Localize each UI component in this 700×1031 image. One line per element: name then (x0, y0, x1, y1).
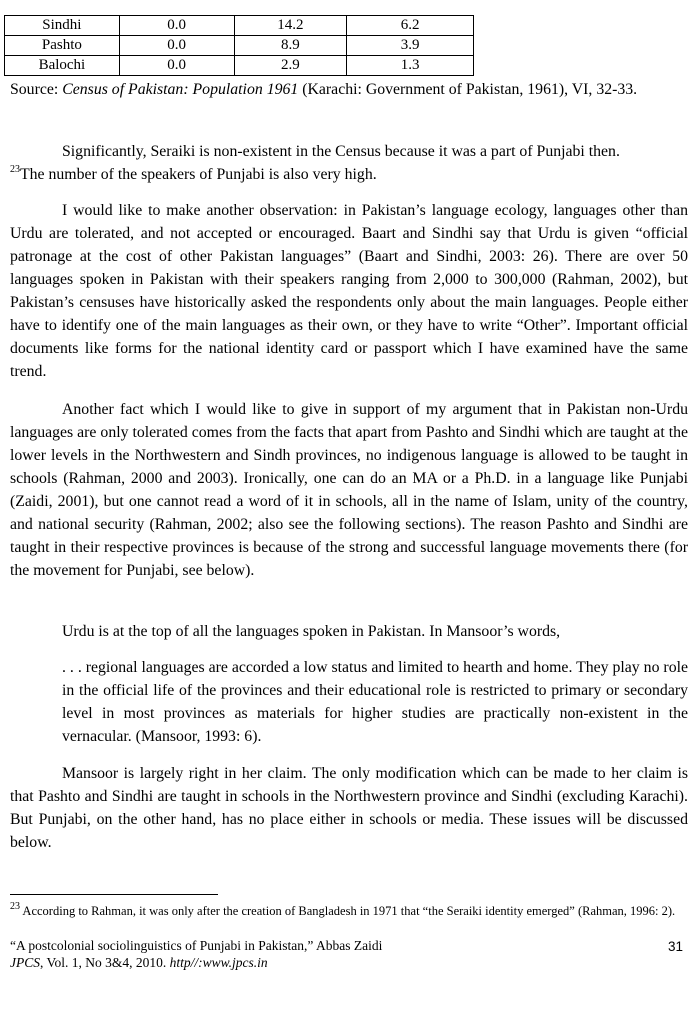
table-cell: 0.0 (119, 16, 234, 36)
paragraph-5-text: Mansoor is largely right in her claim. The only modification which can be made to her claim is that Pashto and Sindhi are taught in schools in the Northwestern province and Sindhi (excluding Karachi). But Punjabi, on the other hand, has no place either in schools or media. These issues will be discussed below. (10, 765, 688, 851)
table-cell: 0.0 (119, 56, 234, 76)
table-cell: 1.3 (347, 56, 474, 76)
paragraph-5 (10, 762, 688, 854)
journal-detail: , Vol. 1, No 3&4, 2010. (40, 955, 170, 970)
table-cell: 2.9 (234, 56, 347, 76)
table-row (5, 16, 474, 36)
table-row (5, 56, 474, 76)
block-quote: . . . regional languages are accorded a low status and limited to hearth and home. They play no role in the official life of the provinces and their educational role is restricted to primary or secondary level in most provinces as materials for higher studies are practically non-existent in the vernacular. (Mansoor, 1993: 6). (62, 659, 688, 745)
table-row (5, 36, 474, 56)
table-cell: 3.9 (347, 36, 474, 56)
footnote-divider (10, 894, 218, 895)
paragraph-4 (10, 620, 688, 643)
source-prefix: Source: (10, 81, 63, 98)
footer-journal (10, 954, 268, 971)
language-table (4, 15, 474, 76)
footnote-text: According to Rahman, it was only after the creation of Bangladesh in 1971 that “the Seraiki identity emerged” (Rahman, 1996: 2). (20, 904, 676, 918)
paragraph-3-text: Another fact which I would like to give in support of my argument that in Pakistan non-Urdu languages are only tolerated comes from the facts that apart from Pashto and Sindhi which are taught at the lower levels in the Northwestern and Sindh provinces, no indigenous language is allowed to be taught in schools (Rahman, 2000 and 2003). Ironically, one can do an MA or a Ph.D. in a language like Punjabi (Zaidi, 2001), but one cannot read a word of it in schools, all in the name of Islam, unity of the country, and national security (Rahman, 2002; also see the following sections). The reason Pashto and Sindhi are taught in their respective provinces is because of the strong and successful language movements there (for the movement for Punjabi, see below). (10, 401, 688, 579)
paragraph-1-text: Significantly, Seraiki is non-existent in the Census because it was a part of Punjabi then. (62, 143, 620, 160)
table-cell: 14.2 (234, 16, 347, 36)
footnote (10, 900, 688, 919)
source-title: Census of Pakistan: Population 1961 (62, 81, 299, 98)
footnote-reference[interactable]: 23 (10, 163, 20, 175)
paragraph-3 (10, 398, 688, 582)
paragraph-4-text: Urdu is at the top of all the languages spoken in Pakistan. In Mansoor’s words, (62, 623, 561, 640)
table-cell: 0.0 (119, 36, 234, 56)
paragraph-2 (10, 199, 688, 383)
paragraph-1-tail: The number of the speakers of Punjabi is also very high. (20, 166, 377, 183)
table-cell: Sindhi (5, 16, 120, 36)
table-source (10, 78, 688, 101)
footer-citation: “A postcolonial sociolinguistics of Punjabi in Pakistan,” Abbas Zaidi (10, 938, 383, 953)
table-cell: 8.9 (234, 36, 347, 56)
footnote-mark: 23 (10, 900, 20, 912)
journal-url[interactable]: http//:www.jpcs.in (169, 955, 268, 970)
table-cell: Balochi (5, 56, 120, 76)
paragraph-2-text: I would like to make another observation: in Pakistan’s language ecology, languages other than Urdu are tolerated, and not accepted or encouraged. Baart and Sindhi say that Urdu is given “official patronage at the cost of other Pakistan languages” (Baart and Sindhi, 2003: 26). There are over 50 languages spoken in Pakistan with their speakers ranging from 2,000 to 300,000 (Rahman, 2002), but Pakistan’s censuses have historically asked the respondents only about the main languages. People either have to identify one of the main languages as their own, or they have to write “Other”. Important official documents like forms for the national identity card or passport which I have examined have the same trend. (10, 202, 688, 380)
paragraph-1 (10, 140, 688, 186)
table-cell: Pashto (5, 36, 120, 56)
source-suffix: (Karachi: Government of Pakistan, 1961), VI, 32-33. (298, 81, 638, 98)
journal-name: JPCS (10, 955, 40, 970)
page-number: 31 (668, 939, 684, 954)
table-cell: 6.2 (347, 16, 474, 36)
